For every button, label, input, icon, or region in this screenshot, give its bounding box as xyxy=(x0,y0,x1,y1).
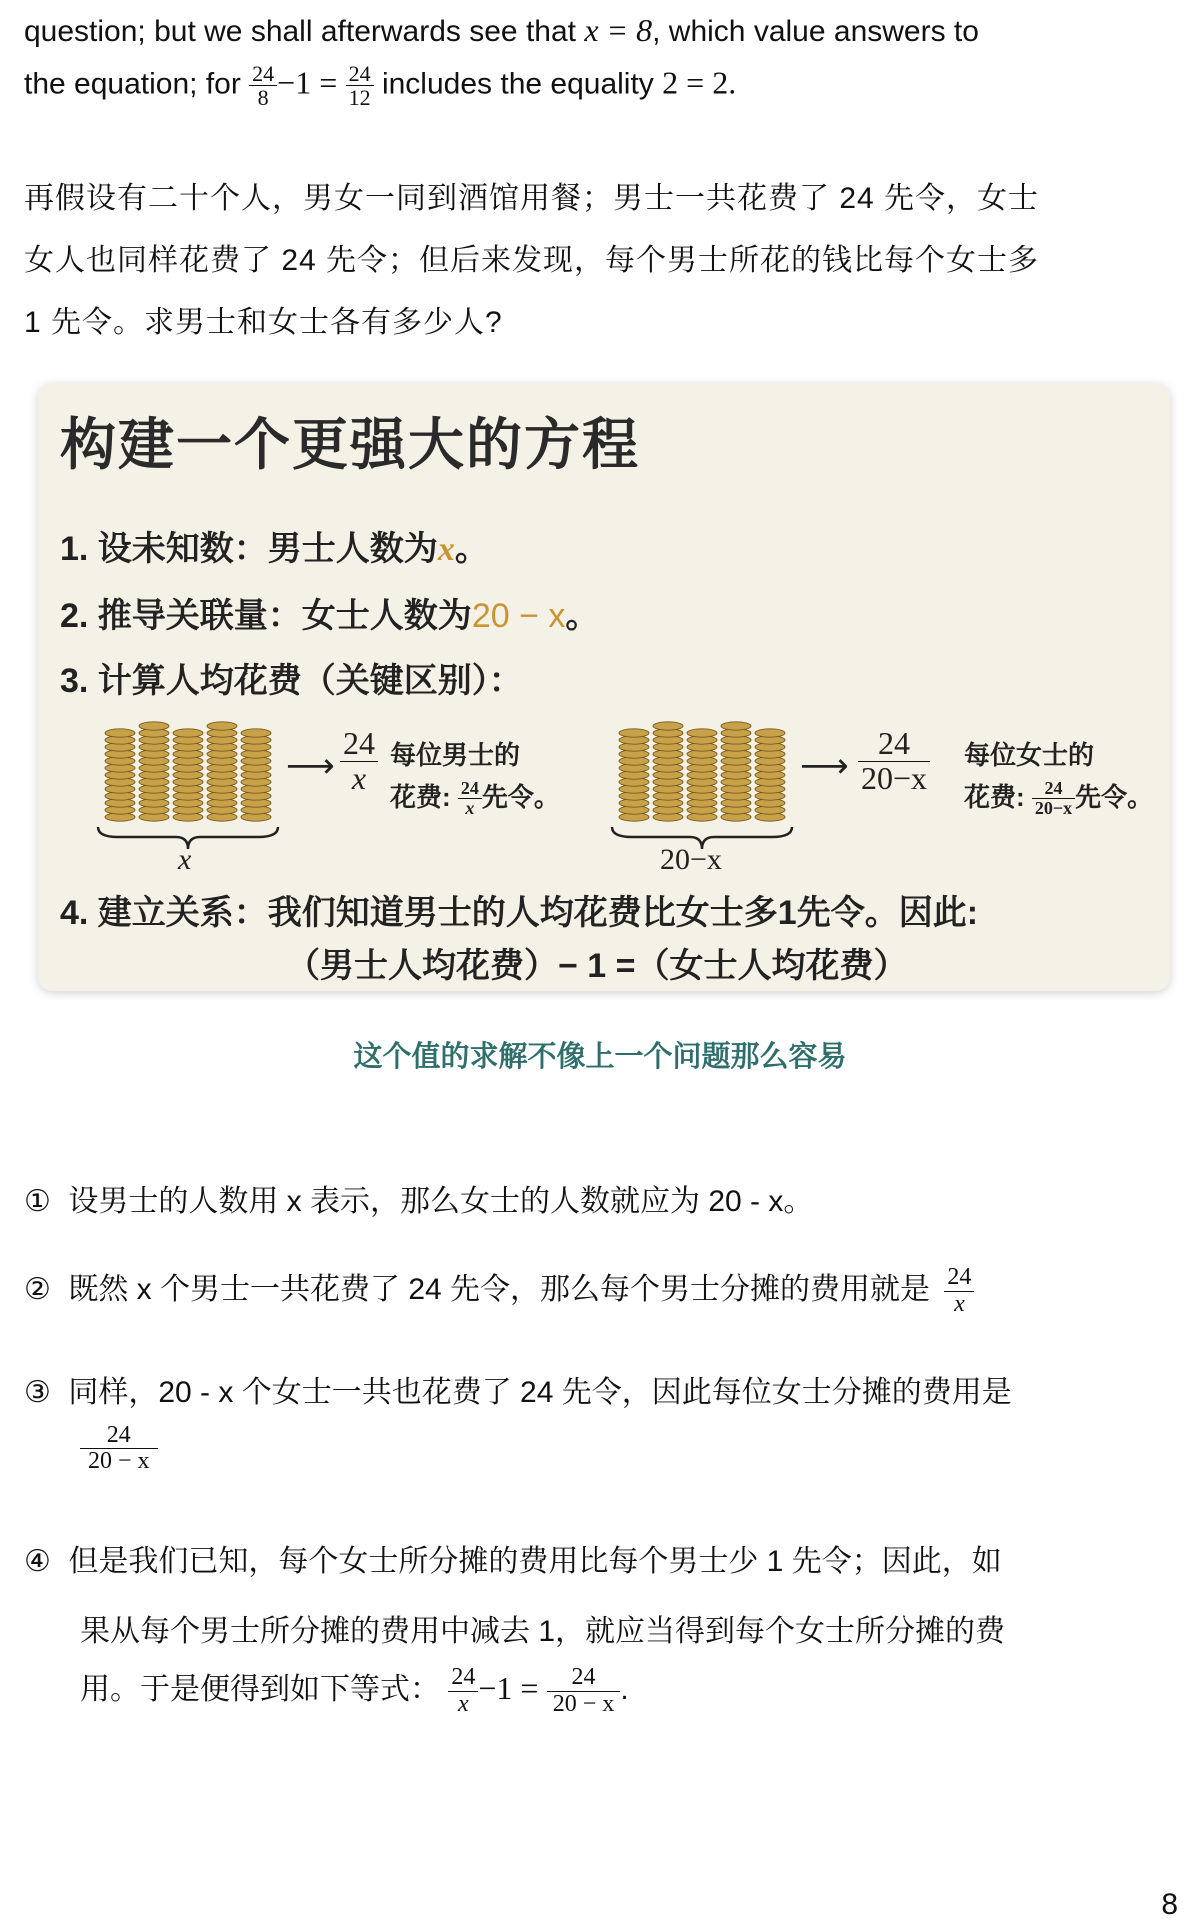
women-caption: 每位女士的 花费: $\frac{24}{20-x}$ 先令。 xyxy=(964,740,1154,819)
coin xyxy=(721,722,751,730)
intro-line-2 xyxy=(24,62,736,109)
card-step-4-relation: （男士人均花费）− 1 =（女士人均花费） xyxy=(286,947,908,985)
men-fraction: $\frac{24}{x}$ xyxy=(340,727,378,795)
step-3-fraction: $\frac{24}{20 - x}$ xyxy=(80,1423,158,1474)
intro-fraction-1: $\frac{24}{8}$ xyxy=(249,62,277,109)
step-item-4 xyxy=(24,1536,1002,1580)
coin xyxy=(173,729,203,737)
step-1-marker: ① xyxy=(24,1185,51,1218)
step-4-fraction-2: $\frac{24}{20 - x}$ xyxy=(547,1665,621,1716)
card-step-2: 2. 推导关联量：女士人数为20 − x。 xyxy=(60,597,600,635)
page-number: 8 xyxy=(1161,1888,1178,1921)
card-caption: 这个值的求解不像上一个问题那么容易 xyxy=(353,1041,847,1073)
women-fraction: $\frac{24}{20-x}$ xyxy=(858,727,930,795)
card-step-3: 3. 计算人均花费（关键区别）： xyxy=(60,662,523,700)
problem-line-2: 女人也同样花费了 24 先令；但后来发现，每个男士所花的钱比每个女士多 xyxy=(24,244,1040,277)
step-4-fraction-1: $\frac{24}{x}$ xyxy=(448,1665,478,1716)
step-4-marker: ④ xyxy=(24,1545,51,1578)
step-1-variable: x xyxy=(437,531,455,568)
equation-card xyxy=(38,383,1170,991)
men-arrow-icon: ⟶ xyxy=(286,747,335,785)
problem-line-3: 1 先令。求男士和女士各有多少人? xyxy=(24,306,503,339)
card-step-4: 4. 建立关系：我们知道男士的人均花费比女士多1先令。因此: xyxy=(60,894,979,932)
men-brace-label: x xyxy=(178,843,192,876)
women-brace-label: 20−x xyxy=(660,843,722,876)
intro-minus: −1 = xyxy=(277,64,338,101)
problem-line-1: 再假设有二十个人，男女一同到酒馆用餐；男士一共花费了 24 先令，女士 xyxy=(24,182,1040,215)
intro-line-1 xyxy=(24,12,979,49)
step-1-text: 设男士的人数用 x 表示，那么女士的人数就应为 20 - x。 xyxy=(68,1185,814,1218)
intro-line-2-tail: includes the equality xyxy=(381,67,654,101)
step-4-line-1: 但是我们已知，每个女士所分摊的费用比每个男士少 1 先令；因此，如 xyxy=(68,1545,1002,1578)
step-2-fraction: $\frac{24}{x}$ xyxy=(944,1265,974,1316)
step-4-line-3: 用。于是便得到如下等式： $\frac{24}{x}$ −1 = $\frac{24}{20 - x}$ . xyxy=(80,1664,629,1717)
coin xyxy=(755,729,785,737)
step-2-text: 既然 x 个男士一共花费了 24 先令，那么每个男士分摊的费用就是 xyxy=(68,1273,931,1306)
intro-line-1-text: question; but we shall afterwards see that xyxy=(24,15,576,48)
intro-line-1-math: x = 8 xyxy=(584,12,653,48)
card-step-1: 1. 设未知数：男士人数为x。 xyxy=(60,530,489,568)
step-4-line-2: 果从每个男士所分摊的费用中减去 1，就应当得到每个女士所分摊的费 xyxy=(80,1615,1006,1648)
step-item-2 xyxy=(24,1264,974,1317)
coin xyxy=(241,729,271,737)
card-title: 构建一个更强大的方程 xyxy=(60,412,640,478)
step-item-3 xyxy=(24,1367,1012,1411)
men-coin-stacks-icon xyxy=(98,713,278,825)
step-item-1 xyxy=(24,1176,813,1220)
intro-equality: 2 = 2. xyxy=(662,64,737,101)
step-2-variable: 20 − x xyxy=(471,597,566,635)
coin xyxy=(619,729,649,737)
women-coin-stacks-icon xyxy=(612,713,792,825)
intro-line-2-text: the equation; for xyxy=(24,67,241,101)
intro-fraction-2: $\frac{24}{12}$ xyxy=(346,62,374,109)
step-3-text: 同样，20 - x 个女士一共也花费了 24 先令，因此每位女士分摊的费用是 xyxy=(68,1376,1012,1409)
coin xyxy=(207,722,237,730)
coin xyxy=(653,722,683,730)
men-caption: 每位男士的 花费: $\frac{24}{x}$ 先令。 xyxy=(390,740,560,819)
step-4-minus: −1 = xyxy=(478,1670,539,1706)
step-3-marker: ③ xyxy=(24,1376,51,1409)
intro-line-1-tail: , which value answers to xyxy=(652,15,979,48)
women-arrow-icon: ⟶ xyxy=(800,747,849,785)
coin xyxy=(139,722,169,730)
coin xyxy=(687,729,717,737)
step-2-marker: ② xyxy=(24,1273,51,1306)
coin xyxy=(105,729,135,737)
